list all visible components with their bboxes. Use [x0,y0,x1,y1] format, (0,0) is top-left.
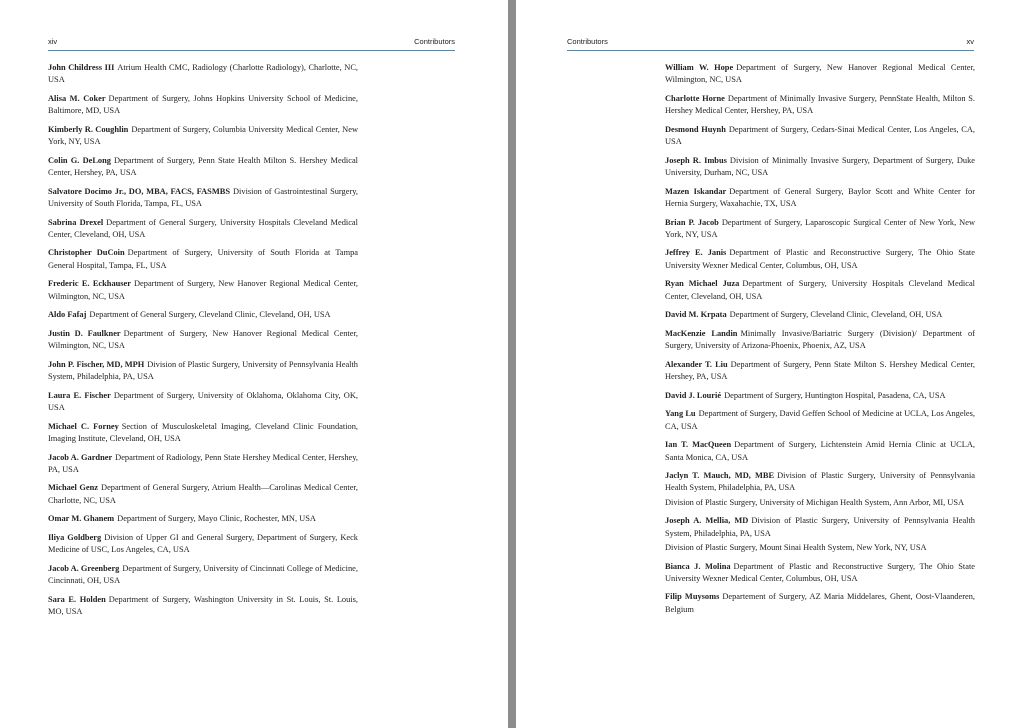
contributor-affiliation: Division of Plastic Surgery, University of Pennsylvania Health System, Philadelphia, PA, USA [48,359,358,382]
left-folio: xiv [48,37,58,46]
contributor-affiliation: Department of Surgery, Penn State Health Milton S. Hershey Medical Center, Hershey, PA, USA [48,155,359,177]
contributor-name: Aldo Fafaj [48,310,87,320]
contributor-entry [48,513,358,525]
contributor-entry [665,408,975,432]
contributor-name: Jaclyn T. Mauch, MD, MBE [665,471,775,481]
contributor-name: Yang Lu [665,409,696,419]
contributor-entry [48,421,358,445]
contributor-entry [665,439,975,463]
contributor-name: Ryan Michael Juza [665,279,740,289]
contributor-affiliation: Department of Surgery, New Hanover Regional Medical Center, Wilmington, NC, USA [48,279,359,301]
right-folio: xv [966,37,974,46]
contributor-affiliation: Division of Upper GI and General Surgery, Department of Surgery, Keck Medicine of USC, Los Angeles, CA, USA [48,533,358,555]
contributor-affiliation: Division of Minimally Invasive Surgery, Department of Surgery, Duke University, Durham, NC, USA [665,155,975,177]
contributor-affiliation: Division of Gastrointestinal Surgery, University of South Florida, Tampa, FL, USA [48,186,358,208]
contributor-name: Salvatore Docimo Jr., DO, MBA, FACS, FASMBS [48,186,230,196]
contributor-name: Ian T. MacQueen [665,440,732,450]
contributor-affiliation: Department of Surgery, David Geffen School of Medicine at UCLA, Los Angeles, CA, USA [665,409,975,431]
contributor-entry [665,591,975,615]
contributor-name: Iliya Goldberg [48,533,102,543]
contributor-entry [48,186,358,210]
right-contributor-list [665,62,975,622]
contributor-affiliation: Department of Surgery, New Hanover Regional Medical Center, Wilmington, NC, USA [665,63,976,85]
contributor-entry [665,561,975,585]
contributor-affiliation: Division of Plastic Surgery, University of Michigan Health System, Ann Arbor, MI, USA [665,497,965,507]
contributor-name: David J. Lourié [665,390,722,400]
contributor-name: Desmond Huynh [665,124,726,134]
contributor-entry [48,247,358,271]
contributor-entry [665,247,975,271]
contributor-affiliation: Department of Surgery, University of Oklahoma, Oklahoma City, OK, USA [48,390,358,412]
contributor-entry [665,390,975,402]
contributor-affiliation: Department of Surgery, Lichtenstein Amid Hernia Clinic at UCLA, Santa Monica, CA, USA [665,440,975,462]
contributor-name: Michael C. Forney [48,421,119,431]
contributor-name: Frederic E. Eckhauser [48,279,131,289]
contributor-affiliation: Department of Surgery, Johns Hopkins University School of Medicine, Baltimore, MD, USA [48,93,358,116]
left-contributor-list [48,62,358,625]
contributor-affiliation: Departement of Surgery, AZ Maria Middelares, Ghent, Oost-Vlaanderen, Belgium [665,592,976,614]
contributor-affiliation: Division of Plastic Surgery, University of Pennsylvania Health System, Philadelphia, PA, USA [665,516,975,538]
contributor-entry [665,542,975,554]
contributor-name: Joseph A. Mellia, MD [665,516,749,526]
contributor-affiliation: Department of Surgery, Mayo Clinic, Rochester, MN, USA [117,514,316,524]
contributor-entry [665,515,975,539]
contributor-entry [665,470,975,494]
contributor-affiliation: Section of Musculoskeletal Imaging, Cleveland Clinic Foundation, Imaging Institute, Cleveland, OH, USA [48,421,358,443]
contributor-entry [48,62,358,86]
contributor-affiliation: Department of General Surgery, Atrium Health—Carolinas Medical Center, Charlotte, NC, USA [48,483,358,505]
contributor-entry [48,309,358,321]
contributor-name: Jacob A. Gardner [48,452,113,462]
right-running-head [567,36,974,51]
contributor-name: Justin D. Faulkner [48,328,121,338]
contributor-entry [665,186,975,210]
contributor-affiliation: Department of Surgery, New Hanover Regional Medical Center, Wilmington, NC, USA [48,328,358,351]
contributor-affiliation: Department of General Surgery, University Hospitals Cleveland Medical Center, Cleveland, OH, USA [48,217,358,239]
contributor-entry [48,328,358,352]
contributor-affiliation: Department of Radiology, Penn State Hershey Medical Center, Hershey, PA, USA [48,452,358,474]
contributor-affiliation: Department of Surgery, Columbia University Medical Center, New York, NY, USA [48,124,358,147]
contributor-name: Colin G. DeLong [48,155,111,165]
contributor-entry [665,328,975,352]
left-running-head [48,36,455,51]
contributor-affiliation: Department of Plastic and Reconstructive Surgery, The Ohio State University Wexner Medical Center, Columbus, OH, USA [665,248,975,270]
contributor-affiliation: Department of Surgery, University of Cincinnati College of Medicine, Cincinnati, OH, USA [48,564,358,586]
contributor-name: Omar M. Ghanem [48,514,115,524]
contributor-affiliation: Department of Surgery, Cleveland Clinic, Cleveland, OH, USA [729,310,943,320]
contributor-affiliation: Division of Plastic Surgery, Mount Sinai Health System, New York, NY, USA [665,542,927,552]
contributor-entry [48,482,358,506]
contributor-name: Sabrina Drexel [48,217,104,227]
contributor-entry [48,452,358,476]
contributor-name: Kimberly R. Coughlin [48,124,129,134]
contributor-entry [48,278,358,302]
contributor-affiliation: Department of Surgery, Laparoscopic Surgical Center of New York, New York, NY, USA [665,217,975,239]
contributor-entry [665,155,975,179]
contributor-name: Laura E. Fischer [48,390,111,400]
contributor-name: Jeffrey E. Janis [665,248,727,258]
right-running-title: Contributors [567,37,608,46]
contributor-affiliation: Department of Surgery, Washington University in St. Louis, St. Louis, MO, USA [48,594,358,617]
contributor-entry [665,124,975,148]
left-page [0,0,508,728]
contributor-name: John P. Fischer, MD, MPH [48,359,145,369]
contributor-entry [665,62,975,86]
contributor-affiliation: Department of General Surgery, Baylor Scott and White Center for Hernia Surgery, Waxahachie, TX, USA [665,186,975,208]
contributor-entry [48,594,358,618]
contributor-entry [665,217,975,241]
contributor-name: Jacob A. Greenberg [48,564,120,573]
contributor-entry [665,309,975,321]
contributor-affiliation: Department of Plastic and Reconstructive Surgery, The Ohio State University Wexner Medical Center, Columbus, OH, USA [665,561,975,583]
contributor-entry [665,497,975,509]
contributor-name: Bianca J. Molina [665,561,731,571]
contributor-name: Sara E. Holden [48,594,106,604]
contributor-entry [48,359,358,383]
contributor-affiliation: Department of Minimally Invasive Surgery, PennState Health, Milton S. Hershey Medical Center, Hershey, PA, USA [665,93,975,116]
contributor-name: Joseph R. Imbus [665,155,727,165]
contributor-name: David M. Krpata [665,310,727,320]
right-page [516,0,1024,728]
contributor-name: MacKenzie Landin [665,328,738,338]
contributor-name: Charlotte Horne [665,93,725,103]
contributor-entry [665,359,975,383]
contributor-entry [48,390,358,414]
contributor-name: Brian P. Jacob [665,217,719,227]
contributor-entry [665,93,975,117]
contributor-affiliation: Atrium Health CMC, Radiology (Charlotte Radiology), Charlotte, NC, USA [48,63,358,85]
contributor-name: John Childress III [48,63,115,72]
contributor-entry [48,155,358,179]
contributor-name: Alexander T. Liu [665,359,728,369]
contributor-name: Christopher DuCoin [48,248,125,258]
contributor-affiliation: Department of Surgery, University Hospitals Cleveland Medical Center, Cleveland, OH, USA [665,279,975,301]
contributor-affiliation: Minimally Invasive/Bariatric Surgery (Division)/ Department of Surgery, University of Arizona-Phoenix, Phoenix, AZ, USA [665,328,975,351]
contributor-affiliation: Department of Surgery, Penn State Milton S. Hershey Medical Center, Hershey, PA, USA [665,359,976,382]
contributor-entry [48,532,358,556]
contributor-name: Filip Muysoms [665,592,720,602]
contributor-name: William W. Hope [665,63,734,72]
contributor-affiliation: Department of General Surgery, Cleveland Clinic, Cleveland, OH, USA [89,310,331,320]
contributor-entry [48,563,358,587]
contributor-name: Alisa M. Coker [48,93,106,103]
contributor-affiliation: Department of Surgery, University of South Florida at Tampa General Hospital, Tampa, FL, USA [48,248,358,270]
contributor-entry [48,217,358,241]
contributor-entry [48,93,358,117]
left-running-title: Contributors [414,37,455,46]
contributor-affiliation: Department of Surgery, Huntington Hospital, Pasadena, CA, USA [724,390,946,400]
contributor-name: Michael Genz [48,483,99,493]
page-gutter [508,0,516,728]
contributor-name: Mazen Iskandar [665,186,727,196]
contributor-affiliation: Division of Plastic Surgery, University of Pennsylvania Health System, Philadelphia, PA, USA [665,471,975,493]
contributor-affiliation: Department of Surgery, Cedars-Sinai Medical Center, Los Angeles, CA, USA [665,124,975,147]
contributor-entry [48,124,358,148]
contributor-entry [665,278,975,302]
